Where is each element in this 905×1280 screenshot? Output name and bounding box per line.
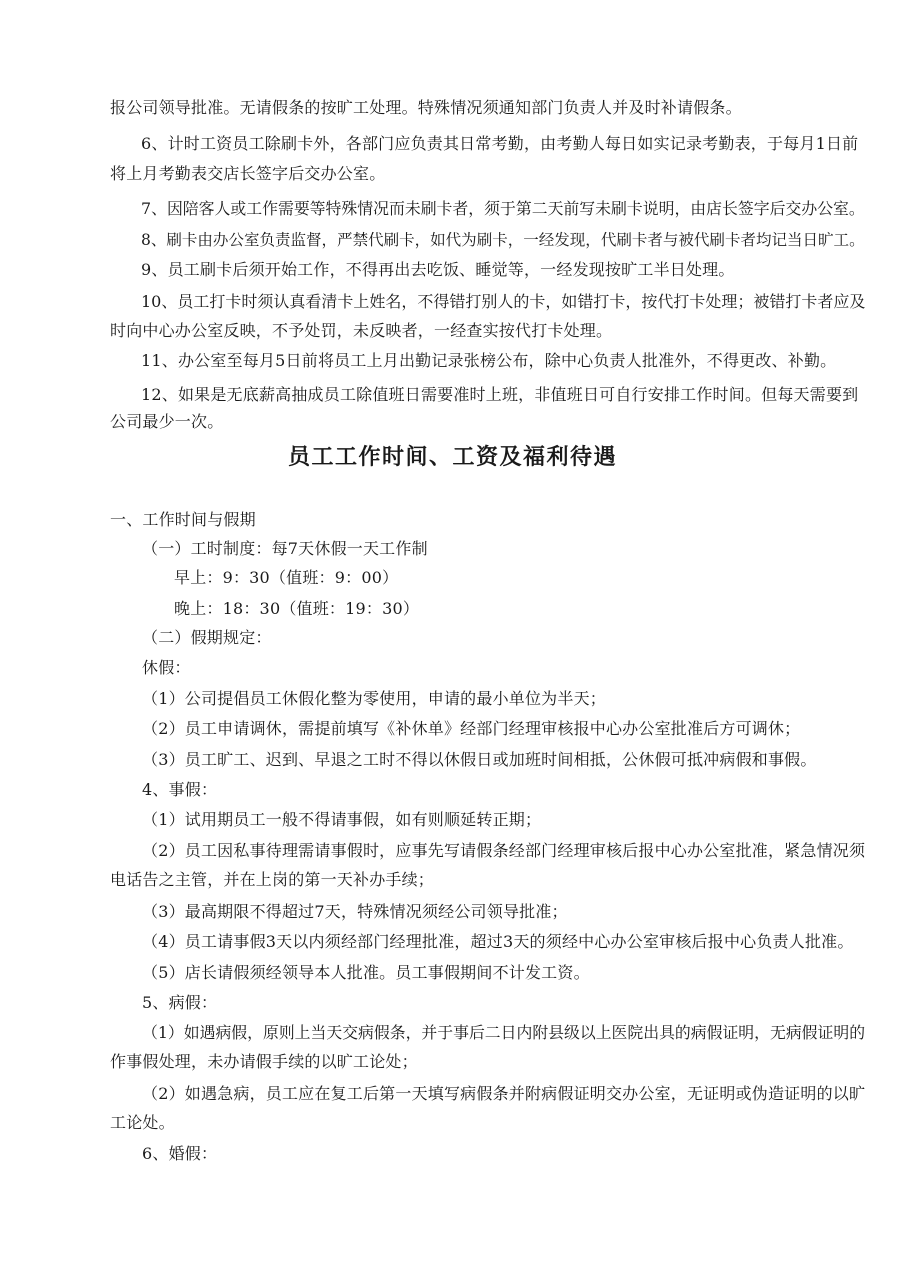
item-heading: 6、婚假： (142, 1144, 218, 1163)
list-item: （1）试用期员工一般不得请事假，如有则顺延转正期； (142, 810, 542, 829)
paragraph-line: 7、因陪客人或工作需要等特殊情况而未刷卡者，须于第二天前写未刷卡说明，由店长签字后交办公室。 (141, 199, 865, 218)
section-heading: 一、工作时间与假期 (110, 510, 256, 529)
item-heading: 5、病假： (142, 993, 218, 1012)
paragraph-line: 报公司领导批准。无请假条的按旷工处理。特殊情况须通知部门负责人并及时补请假条。 (110, 98, 742, 117)
paragraph-line: 11、办公室至每月5日前将员工上月出勤记录张榜公布，除中心负责人批准外，不得更改、补勤。 (141, 351, 837, 370)
schedule-line: 晚上：18：30（值班：19：30） (174, 599, 420, 618)
list-item: 电话告之主管，并在上岗的第一天补办手续； (110, 870, 435, 889)
paragraph-line: 将上月考勤表交店长签字后交办公室。 (110, 164, 386, 183)
paragraph-line: 9、员工刷卡后须开始工作，不得再出去吃饭、睡觉等，一经发现按旷工半日处理。 (141, 260, 735, 279)
paragraph-line: 6、计时工资员工除刷卡外，各部门应负责其日常考勤，由考勤人每日如实记录考勤表，于每月1日前 (141, 134, 859, 153)
subsection-heading: （二）假期规定： (142, 628, 272, 647)
list-item: （2）员工因私事待理需请事假时，应事先写请假条经部门经理审核后报中心办公室批准，紧急情况须 (142, 841, 866, 860)
item-heading: 4、事假： (142, 780, 218, 799)
paragraph-line: 公司最少一次。 (110, 412, 224, 431)
list-item: （1）公司提倡员工休假化整为零使用，申请的最小单位为半天； (142, 689, 606, 708)
list-item: 工论处。 (110, 1113, 175, 1132)
list-item: （5）店长请假须经领导本人批准。员工事假期间不计发工资。 (142, 963, 590, 982)
section-title: 员工工作时间、工资及福利待遇 (287, 444, 617, 470)
list-item: 作事假处理，未办请假手续的以旷工论处； (110, 1052, 418, 1071)
paragraph-line: 12、如果是无底薪高抽成员工除值班日需要准时上班，非值班日可自行安排工作时间。但每天需要到 (141, 385, 859, 404)
list-item: （4）员工请事假3天以内须经部门经理批准，超过3天的须经中心办公室审核后报中心负责人批准。 (142, 932, 854, 951)
list-item: （2）员工申请调休，需提前填写《补休单》经部门经理审核报中心办公室批准后方可调休； (142, 719, 801, 738)
paragraph-line: 8、刷卡由办公室负责监督，严禁代刷卡，如代为刷卡，一经发现，代刷卡者与被代刷卡者均记当日旷工。 (141, 231, 865, 249)
list-item: （3）员工旷工、迟到、早退之工时不得以休假日或加班时间相抵，公休假可抵冲病假和事假。 (142, 750, 817, 769)
item-heading: 休假： (142, 658, 191, 677)
list-item: （2）如遇急病，员工应在复工后第一天填写病假条并附病假证明交办公室，无证明或伪造证明的以旷 (142, 1084, 866, 1103)
paragraph-line: 10、员工打卡时须认真看清卡上姓名，不得错打别人的卡，如错打卡，按代打卡处理；被错打卡者应及 (141, 292, 866, 311)
subsection-heading: （一）工时制度：每7天休假一天工作制 (142, 539, 428, 558)
list-item: （1）如遇病假，原则上当天交病假条，并于事后二日内附县级以上医院出具的病假证明，无病假证明的 (142, 1023, 866, 1042)
schedule-line: 早上：9：30（值班：9：00） (174, 568, 399, 587)
list-item: （3）最高期限不得超过7天，特殊情况须经公司领导批准； (142, 902, 568, 921)
paragraph-line: 时向中心办公室反映，不予处罚，未反映者，一经查实按代打卡处理。 (110, 321, 613, 340)
